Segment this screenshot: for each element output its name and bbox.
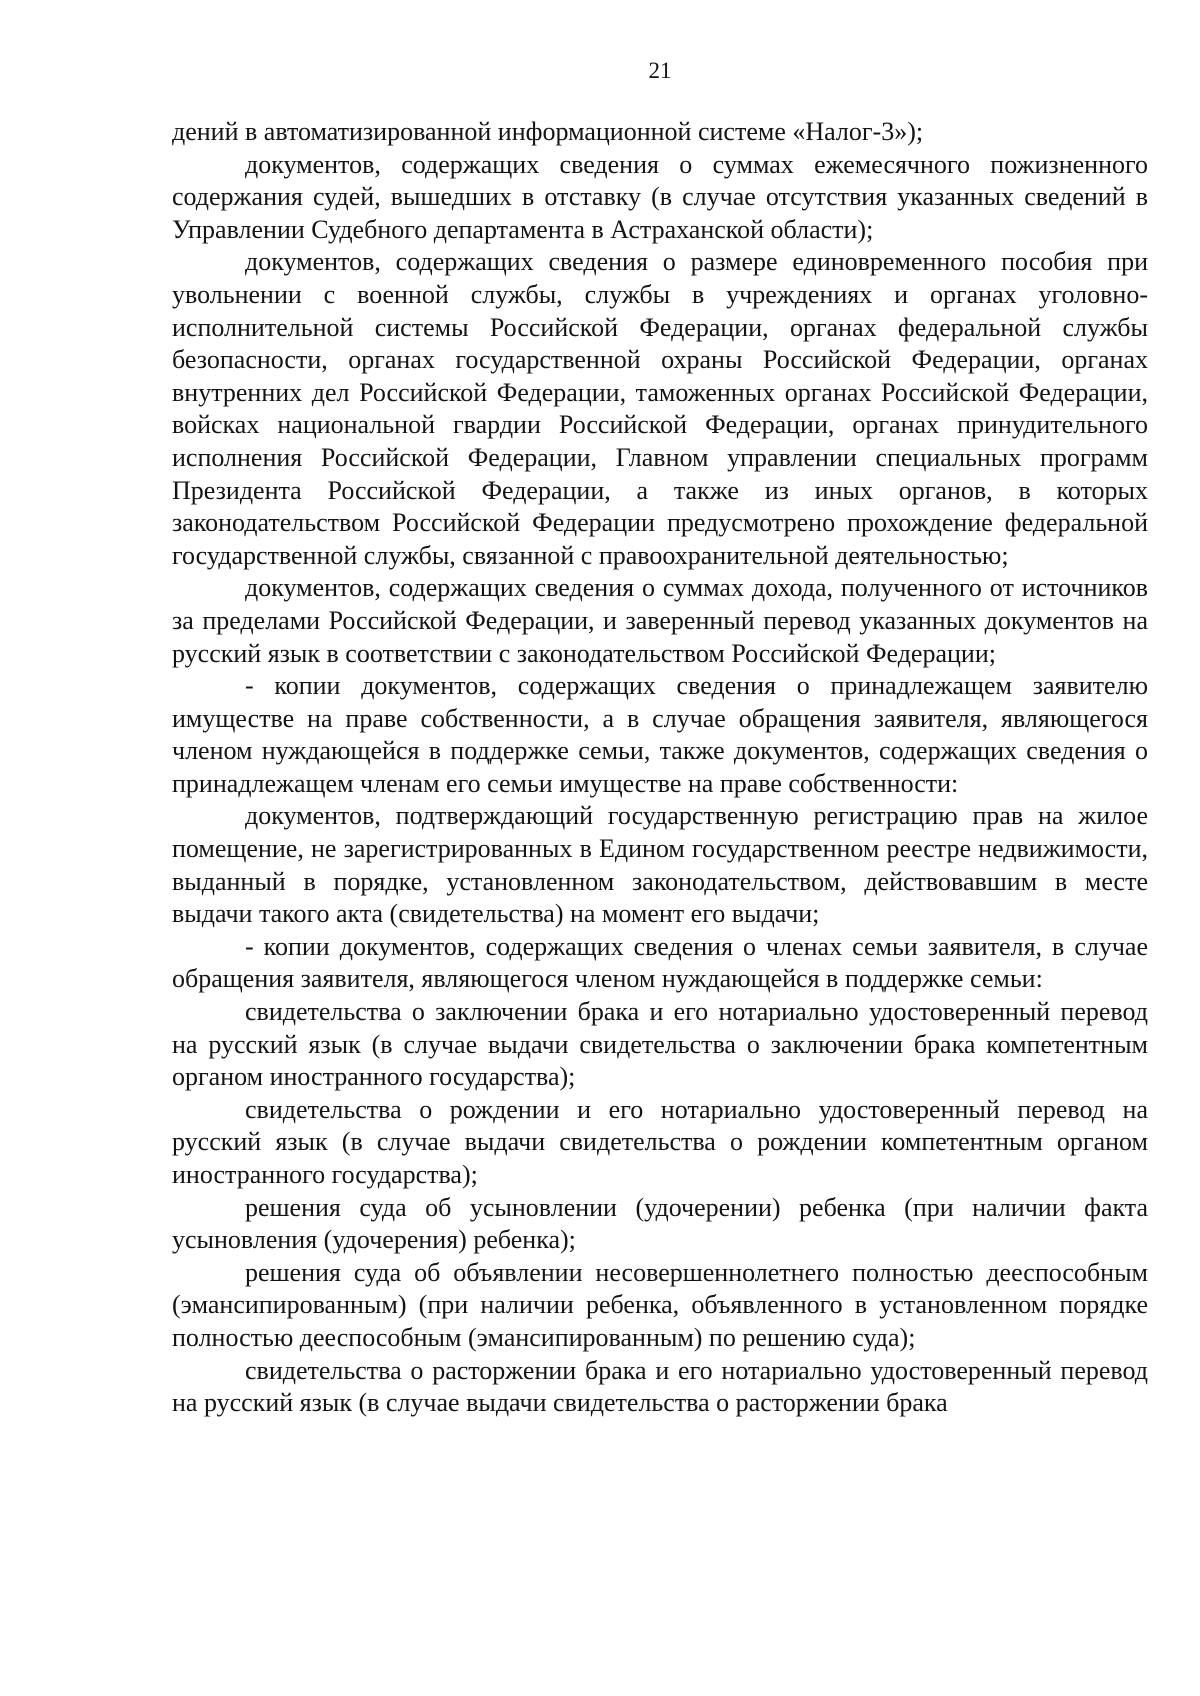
paragraph-property-documents: - копии документов, содержащих сведения о принадлежащем заявителю имуществе на праве собственности, а в случае обращения заявителя, являющегося членом нуждающейся в поддержке семьи, также документов, содержащих сведения о принадлежащем членам его семьи имуществе на праве собственности: [172,671,1148,798]
paragraph-emancipation-decision: решения суда об объявлении несовершеннолетнего полностью дееспособным (эмансипированным) (при наличии ребенка, объявленного в установленном порядке полностью дееспособным (эмансипированным) по решению суда); [172,1257,1148,1352]
paragraph-marriage-certificate: свидетельства о заключении брака и его нотариально удостоверенный перевод на русский язык (в случае выдачи свидетельства о заключении брака компетентным органом иностранного государства); [172,997,1148,1092]
page-number: 21 [648,58,672,83]
paragraph-severance-benefit: документов, содержащих сведения о размере единовременного пособия при увольнении с военной службы, службы в учреждениях и органах уголовно-исполнительной системы Российской Федерации, органах федеральной службы безопасности, органах государственной охраны Российской Федерации, органах внутренних дел Российской Федерации, таможенных органах Российской Федерации, войсках национальной гвардии Российской Федерации, органах принудительного исполнения Российской Федерации, Главном управлении специальных программ Президента Российской Федерации, а также из иных органов, в которых законодательством Российской Федерации предусмотрено прохождение федеральной государственной службы, связанной с правоохранительной деятельностью; [172,247,1148,570]
paragraph-adoption-decision: решения суда об усыновлении (удочерении) ребенка (при наличии факта усыновления (удочерения) ребенка); [172,1192,1148,1255]
paragraph-judges-pension: документов, содержащих сведения о суммах ежемесячного пожизненного содержания судей, вышедших в отставку (в случае отсутствия указанных сведений в Управлении Судебного департамента в Астраханской области); [172,149,1148,244]
paragraph-continuation: дений в автоматизированной информационной системе «Налог-3»); [172,117,924,146]
paragraph-divorce-certificate: свидетельства о расторжении брака и его нотариально удостоверенный перевод на русский язык (в случае выдачи свидетельства о расторжении брака [172,1355,1148,1418]
paragraph-foreign-income: документов, содержащих сведения о суммах дохода, полученного от источников за пределами Российской Федерации, и заверенный перевод указанных документов на русский язык в соответствии с законодательством Российской Федерации; [172,573,1148,668]
body-text [172,116,1148,1420]
paragraph-family-documents: - копии документов, содержащих сведения о членах семьи заявителя, в случае обращения заявителя, являющегося членом нуждающейся в поддержке семьи: [172,931,1148,994]
paragraph-housing-registration: документов, подтверждающий государственную регистрацию прав на жилое помещение, не зарегистрированных в Едином государственном реестре недвижимости, выданный в порядке, установленном законодательством, действовавшим в месте выдачи такого акта (свидетельства) на момент его выдачи; [172,801,1148,929]
paragraph-birth-certificate: свидетельства о рождении и его нотариально удостоверенный перевод на русский язык (в случае выдачи свидетельства о рождении компетентным органом иностранного государства); [172,1094,1148,1189]
